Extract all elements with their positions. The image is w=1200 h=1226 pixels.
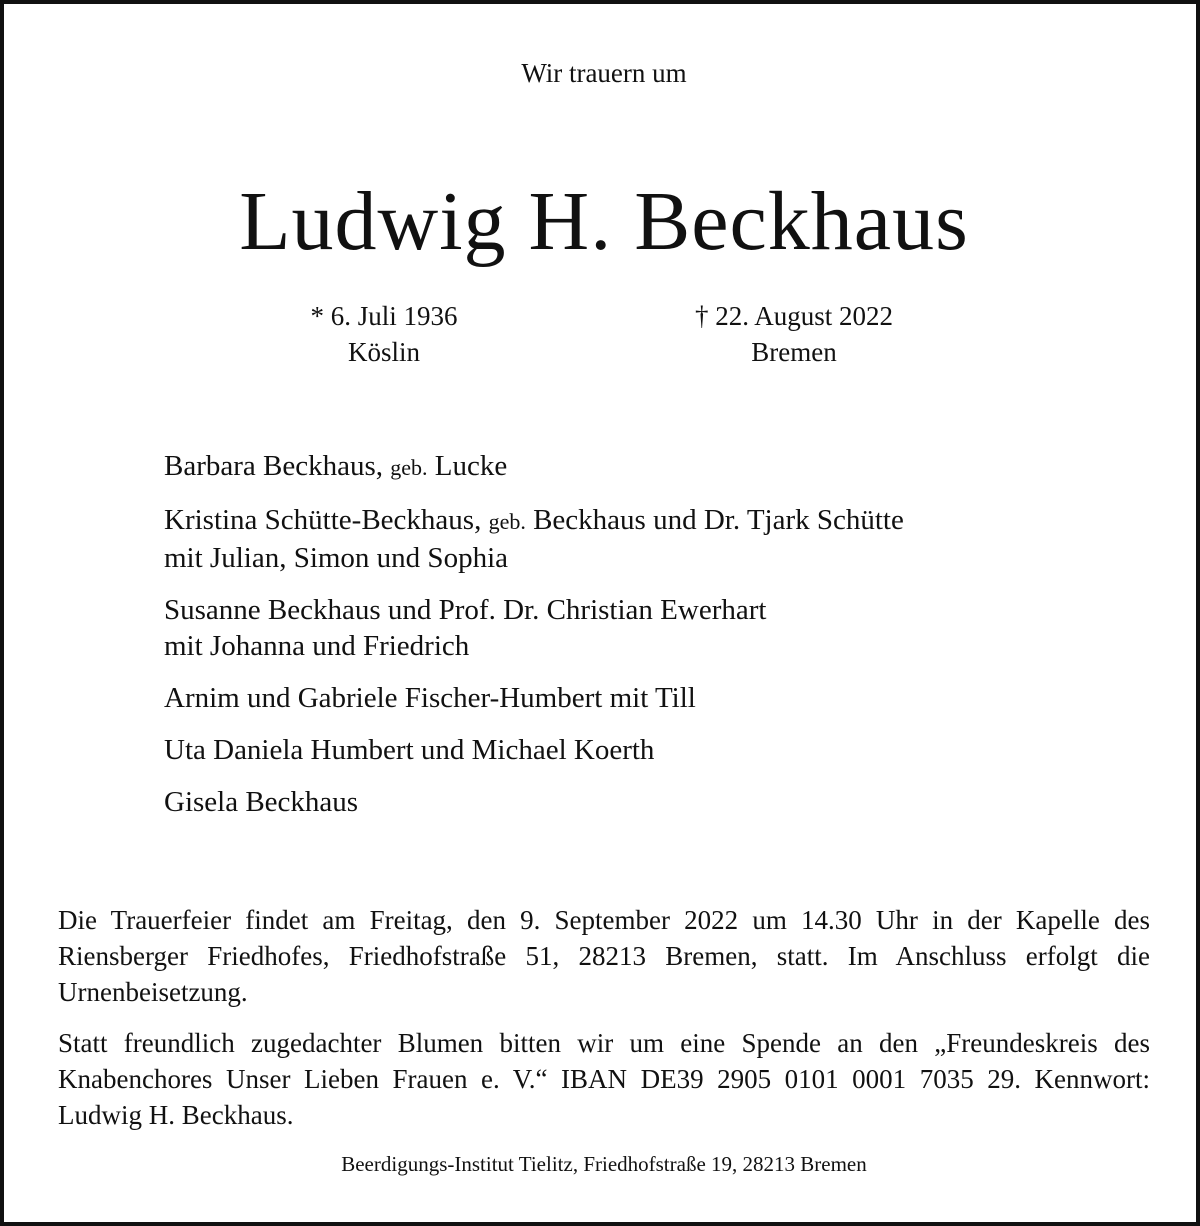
life-dates xyxy=(4,298,1200,378)
mourner-entry xyxy=(164,680,1064,716)
intro-text: Wir trauern um xyxy=(521,58,687,88)
mourner-text: Gisela Beckhaus xyxy=(164,786,359,818)
mourner-text: Arnim und Gabriele Fischer-Humbert mit Till xyxy=(164,682,696,714)
mourner-text: mit Julian, Simon und Sophia xyxy=(164,542,508,574)
mourner-entry xyxy=(164,448,1064,486)
mourner-text: Barbara Beckhaus, xyxy=(164,450,391,482)
deceased-name: Ludwig H. Beckhaus xyxy=(239,175,969,268)
death-place: Bremen xyxy=(751,337,837,367)
mourner-line xyxy=(164,732,1064,768)
birth-name-marker: geb. xyxy=(390,455,428,480)
mourner-line xyxy=(164,628,1064,664)
mourner-entry xyxy=(164,732,1064,768)
birth-place: Köslin xyxy=(347,337,420,367)
donation-notice: Statt freundlich zugedachter Blumen bitten wir um eine Spende an den „Freundeskreis des Knabenchores Unser Lieben Frauen e. V.“ IBAN DE39 2905 0101 0001 7035 29. Kennwort: Ludwig H. Beckhaus. xyxy=(58,1028,1150,1130)
mourner-text: Uta Daniela Humbert und Michael Koerth xyxy=(164,734,655,766)
mourner-line xyxy=(164,784,1064,820)
mourner-line xyxy=(164,680,1064,716)
mourner-text: Kristina Schütte-Beckhaus, xyxy=(164,504,489,536)
birth-name-marker: geb. xyxy=(488,509,526,534)
birth-date: * 6. Juli 1936 xyxy=(310,301,458,331)
birth-info xyxy=(234,298,534,370)
mourner-line xyxy=(164,502,1064,540)
mourner-line xyxy=(164,540,1064,576)
mourners-list xyxy=(164,448,1064,836)
mourner-entry xyxy=(164,784,1064,820)
mourner-text: mit Johanna und Friedrich xyxy=(164,630,470,662)
mourner-line xyxy=(164,592,1064,628)
mourner-entry xyxy=(164,592,1064,664)
mourner-text: Lucke xyxy=(427,450,508,482)
funeral-home: Beerdigungs-Institut Tielitz, Friedhofstraße 19, 28213 Bremen xyxy=(341,1152,867,1176)
mourner-entry xyxy=(164,502,1064,576)
mourner-line xyxy=(164,448,1064,486)
mourner-text: Susanne Beckhaus und Prof. Dr. Christian Ewerhart xyxy=(164,594,767,626)
death-info xyxy=(644,298,944,370)
ceremony-notice: Die Trauerfeier findet am Freitag, den 9. September 2022 um 14.30 Uhr in der Kapelle des Riensberger Friedhofes, Friedhofstraße 51, 28213 Bremen, statt. Im Anschluss erfolgt die Urnenbeisetzung. xyxy=(58,905,1150,1007)
death-date: † 22. August 2022 xyxy=(694,301,894,331)
mourner-text: Beckhaus und Dr. Tjark Schütte xyxy=(525,504,904,536)
